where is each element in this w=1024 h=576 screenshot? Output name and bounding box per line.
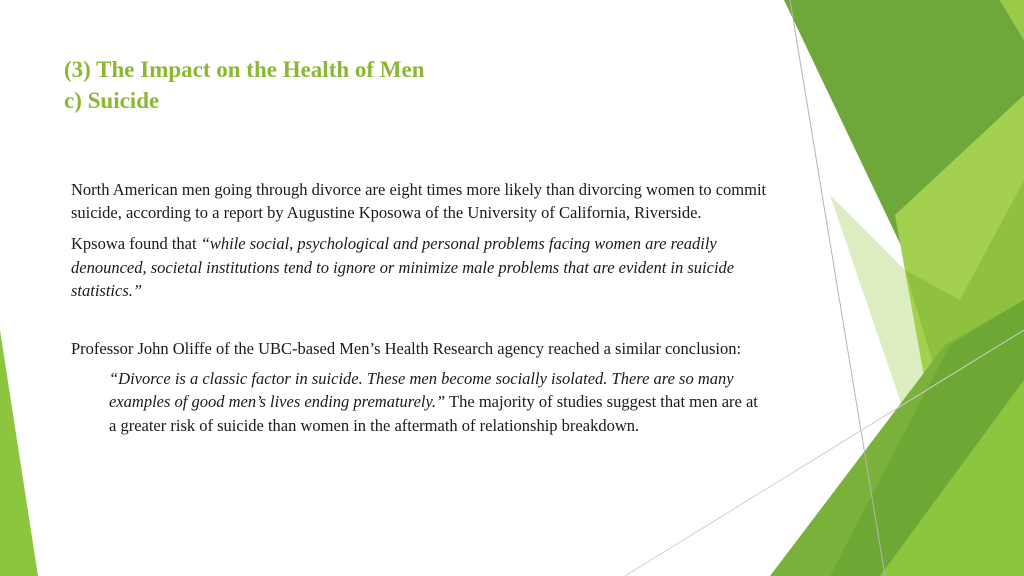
kposowa-quote: “while social, psychological and personal problems facing women are readily denounced, societal institutions tend to ignore or minimize male problems that are evident in suicide statistics.” [71, 234, 735, 300]
deco-left-triangle [0, 330, 38, 576]
studies-statement: The majority of studies suggest that men are at a greater risk of suicide than women in the aftermath of relationship breakdown. [109, 392, 758, 435]
paragraph-kposowa-report: North American men going through divorce are eight times more likely than divorcing women to commit suicide, according to a report by Augustine Kposowa of the University of California, Riverside. [71, 180, 767, 223]
paragraph-oliffe-quote [109, 367, 763, 437]
title-line-1: (3) The Impact on the Health of Men [64, 57, 425, 82]
paragraph-oliffe: Professor John Oliffe of the UBC-based Men’s Health Research agency reached a similar conclusion: [71, 339, 742, 359]
title-line-2: c) Suicide [64, 88, 160, 113]
paragraph-kposowa-quote [71, 232, 771, 302]
slide-body [71, 178, 771, 437]
oliffe-quote: “Divorce is a classic factor in suicide. These men become socially isolated. There are so many examples of good men’s lives ending prematurely.” [109, 369, 734, 412]
slide-title [64, 54, 704, 116]
quote-lead-text: Kpsowa found that [71, 234, 201, 254]
